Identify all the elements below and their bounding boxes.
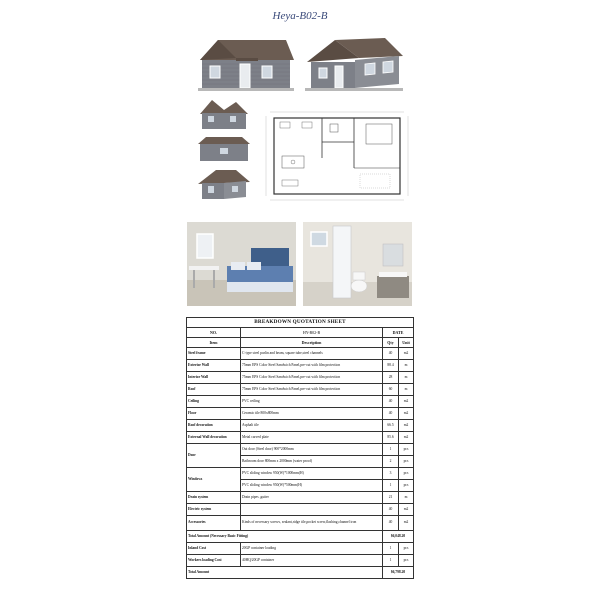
row-unit: pcs <box>399 555 414 567</box>
model-number: HY-B02-B <box>241 328 383 338</box>
total-label: Total Amount <box>187 567 383 579</box>
page-title: Heya-B02-B <box>272 10 328 22</box>
table-row <box>187 348 414 360</box>
row-item: Roof <box>187 384 241 396</box>
row-description: 75mm EPS Color Steel Sandwich Panel,pre-cut with film protection <box>241 384 383 396</box>
total-row <box>187 567 414 579</box>
row-qty: 40 <box>383 516 399 531</box>
row-description: 20GP container loading <box>241 543 383 555</box>
row-qty: 28 <box>383 372 399 384</box>
row-unit: m <box>399 492 414 504</box>
row-qty: 1 <box>383 543 399 555</box>
row-item: Door <box>187 444 241 468</box>
row-qty: 88.4 <box>383 360 399 372</box>
house-front-render <box>196 36 296 92</box>
row-description: PVC ceiling <box>241 396 383 408</box>
row-item: Windows <box>187 468 241 492</box>
row-qty: 21 <box>383 492 399 504</box>
row-description: 40HQ/20GP container <box>241 555 383 567</box>
row-item: Accessories <box>187 516 241 531</box>
row-qty: 40 <box>383 396 399 408</box>
row-unit: pcs <box>399 444 414 456</box>
row-description: 75mm EPS Color Steel Sandwich Panel,pre-cut with film protection <box>241 372 383 384</box>
table-row <box>187 384 414 396</box>
row-qty: 40 <box>383 348 399 360</box>
row-qty: 40 <box>383 504 399 516</box>
row-unit: m2 <box>399 432 414 444</box>
row-qty: 40 <box>383 408 399 420</box>
row-unit: m <box>399 384 414 396</box>
row-description: Asphalt tile <box>241 420 383 432</box>
row-unit: m2 <box>399 396 414 408</box>
row-description: Kinds of necessary screws, sealant,ridge tile,pocket screw,flashing,channel iron <box>241 516 383 531</box>
table-row <box>187 396 414 408</box>
table-row <box>187 432 414 444</box>
row-unit: pcs <box>399 456 414 468</box>
row-qty: 2 <box>383 456 399 468</box>
table-row <box>187 504 414 516</box>
row-description: Ceramic tile 800x800mm <box>241 408 383 420</box>
total-value: $6,798.20 <box>383 567 414 579</box>
header-item: Item <box>187 338 241 348</box>
table-row <box>187 468 414 480</box>
row-item: Exterior Wall <box>187 360 241 372</box>
row-unit: m2 <box>399 348 414 360</box>
table-row <box>187 372 414 384</box>
row-unit: pcs <box>399 480 414 492</box>
total-row <box>187 531 414 543</box>
row-description <box>241 504 383 516</box>
row-description: Bathroom door 800mm x 2000mm (water proof) <box>241 456 383 468</box>
quotation-table <box>186 317 414 579</box>
house-perspective-render <box>305 36 405 92</box>
table-row <box>187 543 414 555</box>
row-item: Steel frame <box>187 348 241 360</box>
row-qty: 3 <box>383 468 399 480</box>
date-label: DATE <box>383 328 414 338</box>
row-description: PVC sliding window 950(W)*1000mm(H) <box>241 468 383 480</box>
total-label: Total Amount (Necessary Basic Fitting) <box>187 531 383 543</box>
house-small-render-1 <box>196 98 252 132</box>
floor-plan <box>262 108 412 204</box>
header-description: Description <box>241 338 383 348</box>
row-item: Drain system <box>187 492 241 504</box>
row-unit: m2 <box>399 420 414 432</box>
no-label: NO. <box>187 328 241 338</box>
total-value: $6,048.20 <box>383 531 414 543</box>
row-unit: m2 <box>399 504 414 516</box>
bathroom-photo <box>303 222 412 306</box>
table-row <box>187 444 414 456</box>
table-row <box>187 555 414 567</box>
row-unit: pcs <box>399 543 414 555</box>
row-description: Out door (Steel door) 900*2000mm <box>241 444 383 456</box>
row-item: Roof decoration <box>187 420 241 432</box>
row-item: Electric system <box>187 504 241 516</box>
row-description: Drain pipes ,gutter <box>241 492 383 504</box>
row-description: Metal carved plate <box>241 432 383 444</box>
row-unit: pcs <box>399 468 414 480</box>
row-qty: 60 <box>383 384 399 396</box>
row-qty: 85.6 <box>383 432 399 444</box>
header-qty: Qty <box>383 338 399 348</box>
sheet-title: BREAKDOWN QUOTATION SHEET <box>187 318 414 328</box>
row-unit: m2 <box>399 408 414 420</box>
row-unit: m <box>399 360 414 372</box>
row-item: External Wall decoration <box>187 432 241 444</box>
row-item: Interior Wall <box>187 372 241 384</box>
row-description: C-type steel purlin and beam, square tube,steel channels <box>241 348 383 360</box>
row-qty: 1 <box>383 555 399 567</box>
row-qty: 66.5 <box>383 420 399 432</box>
row-unit: m2 <box>399 516 414 531</box>
row-description: PVC sliding window 950(W)*500mm(H) <box>241 480 383 492</box>
row-description: 75mm EPS Color Steel Sandwich Panel,pre-cut with film protection <box>241 360 383 372</box>
row-qty: 1 <box>383 480 399 492</box>
header-unit: Unit <box>399 338 414 348</box>
row-item: Inland Cost <box>187 543 241 555</box>
bedroom-photo <box>187 222 296 306</box>
table-row <box>187 492 414 504</box>
row-unit: m <box>399 372 414 384</box>
house-small-render-2 <box>196 134 252 164</box>
house-small-render-3 <box>196 168 252 202</box>
row-qty: 1 <box>383 444 399 456</box>
row-item: Floor <box>187 408 241 420</box>
table-row <box>187 420 414 432</box>
table-row <box>187 408 414 420</box>
table-row <box>187 516 414 531</box>
row-item: Workers loading Cost <box>187 555 241 567</box>
table-row <box>187 360 414 372</box>
row-item: Ceiling <box>187 396 241 408</box>
